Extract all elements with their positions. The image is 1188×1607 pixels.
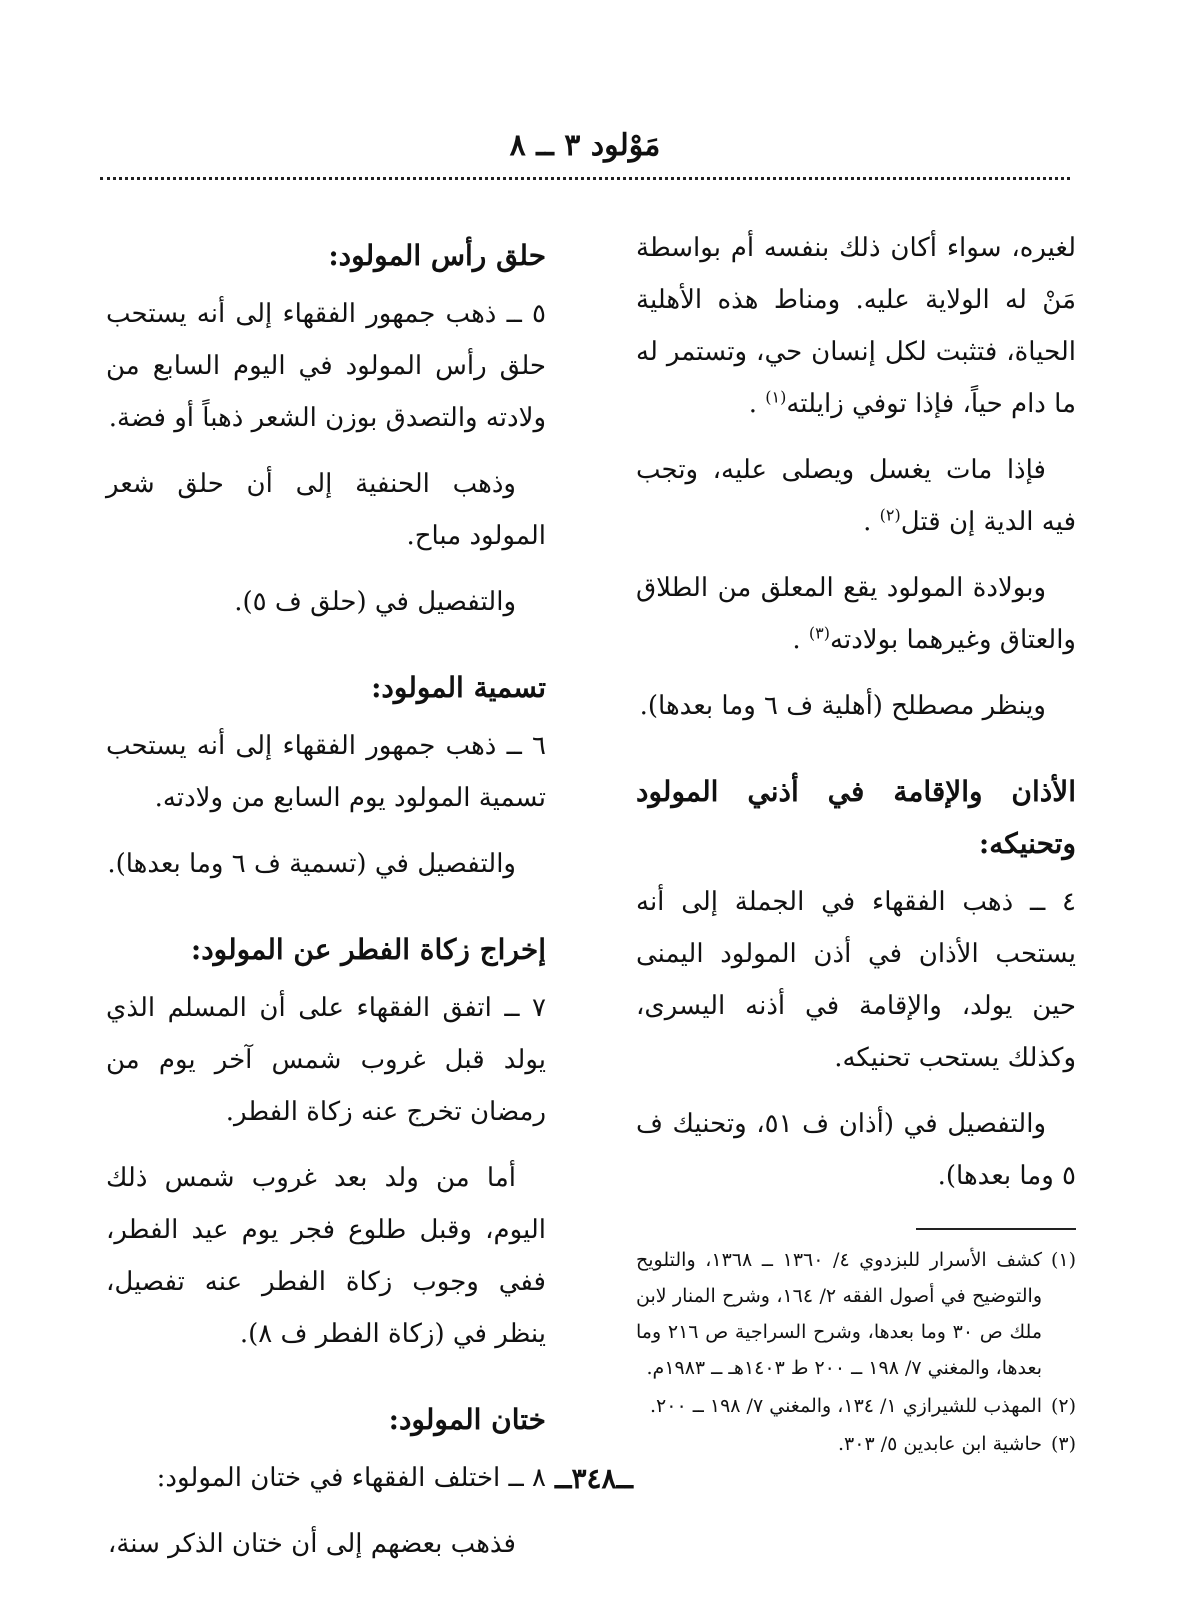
paragraph: فإذا مات يغسل ويصلى عليه، وتجب فيه الدية إن قتل$^{(٢)}$ . xyxy=(636,455,1076,537)
footnote-item: (٢) المهذب للشيرازي ١/ ١٣٤، والمغني ٧/ ١٩٨ ــ ٢٠٠. xyxy=(650,1395,1076,1417)
paragraph: وذهب الحنفية إلى أن حلق شعر المولود مباح. xyxy=(106,469,546,551)
footnote-divider xyxy=(916,1228,1076,1230)
page-number: ــ٣٤٨ــ xyxy=(555,1462,633,1495)
left-column xyxy=(106,222,546,1584)
running-header: مَوْلود ٣ ــ ٨ xyxy=(509,128,661,163)
section-heading: الأذان والإقامة في أذني المولود وتحنيكه: xyxy=(636,775,1076,860)
paragraph: وينظر مصطلح (أهلية ف ٦ وما بعدها). xyxy=(639,691,1046,721)
paragraph: ٤ ــ ذهب الفقهاء في الجملة إلى أنه يستحب الأذان في أذن المولود اليمنى حين يولد، والإقامة في أذنه اليسرى، وكذلك يستحب تحنيكه. xyxy=(636,887,1076,1073)
paragraph: أما من ولد بعد غروب شمس ذلك اليوم، وقبل طلوع فجر يوم عيد الفطر، ففي وجوب زكاة الفطر عنه تفصيل، ينظر في (زكاة الفطر ف ٨). xyxy=(106,1163,546,1349)
section-heading: إخراج زكاة الفطر عن المولود: xyxy=(190,933,546,966)
paragraph: ٨ ــ اختلف الفقهاء في ختان المولود: xyxy=(156,1463,546,1493)
paragraph: والتفصيل في (تسمية ف ٦ وما بعدها). xyxy=(107,849,516,879)
right-column xyxy=(636,222,1076,1464)
footnote-item: (١) كشف الأسرار للبزدوي ٤/ ١٣٦٠ ــ ١٣٦٨، والتلويح والتوضيح في أصول الفقه ٢/ ١٦٤، وشرح المنار لابن ملك ص ٣٠ وما بعدها، وشرح السراجية ص ٢١٦ وما بعدها، والمغني ٧/ ١٩٨ ــ ٢٠٠ ط ١٤٠٣هـ ــ ١٩٨٣م. xyxy=(636,1249,1076,1379)
paragraph: ٦ ــ ذهب جمهور الفقهاء إلى أنه يستحب تسمية المولود يوم السابع من ولادته. xyxy=(106,731,546,813)
section-heading: تسمية المولود: xyxy=(371,671,546,704)
footnote-ref[interactable]: (١) xyxy=(765,387,787,407)
paragraph: والتفصيل في (حلق ف ٥). xyxy=(234,587,516,617)
paragraph: والتفصيل في (أذان ف ٥١، وتحنيك ف ٥ وما بعدها). xyxy=(636,1109,1076,1191)
footnote-item: (٣) حاشية ابن عابدين ٥/ ٣٠٣. xyxy=(837,1433,1076,1455)
footnote-ref[interactable]: (٢) xyxy=(879,505,901,525)
footnote-ref[interactable]: (٣) xyxy=(808,623,831,643)
paragraph: فذهب بعضهم إلى أن ختان الذكر سنة، xyxy=(107,1529,516,1559)
footnotes xyxy=(636,1242,1076,1462)
paragraph: ٥ ــ ذهب جمهور الفقهاء إلى أنه يستحب حلق رأس المولود في اليوم السابع من ولادته والتصدق بوزن الشعر ذهباً أو فضة. xyxy=(106,299,546,433)
section-heading: حلق رأس المولود: xyxy=(328,239,546,272)
section-heading: ختان المولود: xyxy=(388,1403,546,1436)
header-dotted-rule xyxy=(100,177,1070,180)
paragraph: وبولادة المولود يقع المعلق من الطلاق والعتاق وغيرهما بولادته$^{(٣)}$ . xyxy=(636,573,1076,655)
paragraph: لغيره، سواء أكان ذلك بنفسه أم بواسطة مَنْ له الولاية عليه. ومناط هذه الأهلية الحياة، فتثبت لكل إنسان حي، وتستمر له ما دام حياً، فإذا توفي زايلته$^{(١)}$ . xyxy=(636,233,1076,419)
paragraph: ٧ ــ اتفق الفقهاء على أن المسلم الذي يولد قبل غروب شمس آخر يوم من رمضان تخرج عنه زكاة الفطر. xyxy=(106,993,546,1127)
